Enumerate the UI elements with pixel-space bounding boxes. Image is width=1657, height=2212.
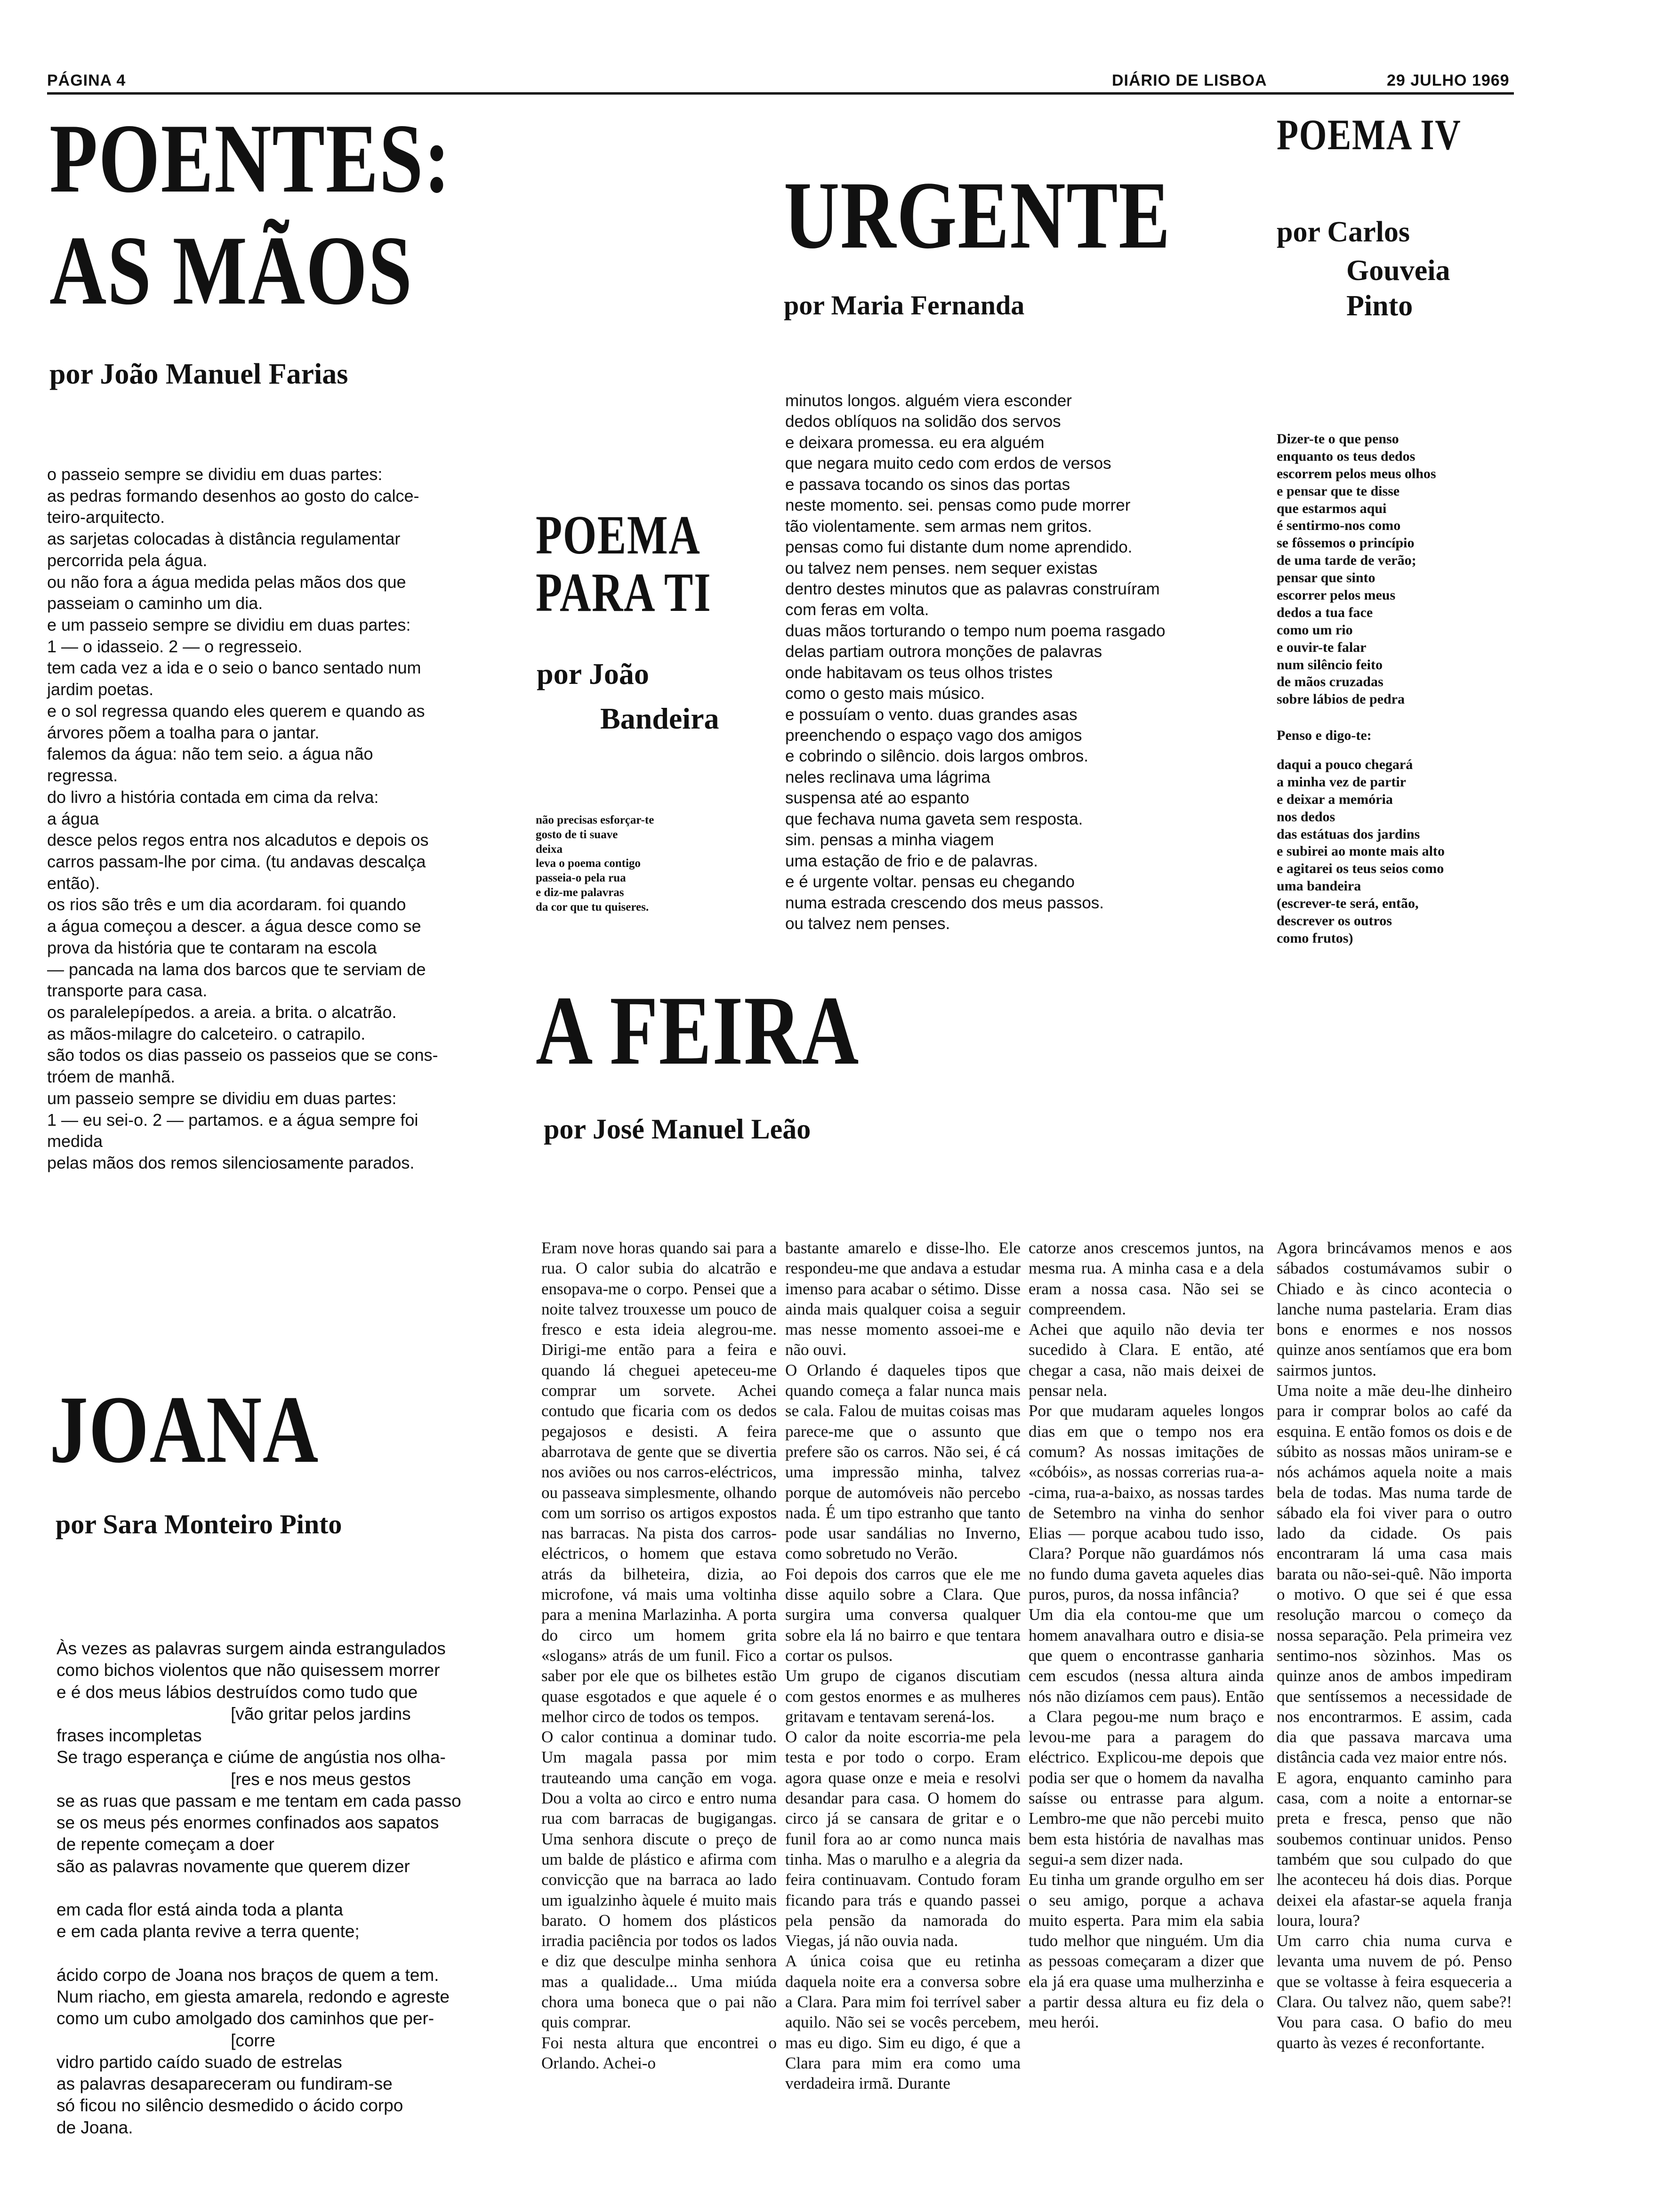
poema-para-ti-byline-line2: Bandeira (600, 702, 719, 735)
page-number: PÁGINA 4 (47, 72, 126, 89)
poentes-byline: por João Manuel Farias (49, 358, 348, 390)
poema-iv-title: POEMA IV (1277, 111, 1462, 159)
poema-iv-body-2: Penso e digo-te: (1277, 728, 1372, 743)
a-feira-column-4: Agora brincávamos menos e aos sábados costumávamos subir o Chiado e às cinco acontecia o lanche numa pastelaria. Eram dias bons e enormes e nos nossos quinze anos sentíamos que era bom sairmos juntos. Uma noite a mãe deu-lhe dinheiro para ir comprar bolos ao café da esquina. E então fomos os dois e de súbito as nossas mãos uniram-se e nós achámos aquela noite a mais bela de todas. Mas numa tarde de sábado ela foi viver para o outro lado da cidade. Os pais encontraram lá uma casa mais barata ou não-sei-quê. Não importa o motivo. O que sei é que essa resolução marcou o começo da nossa separação. Pela primeira vez sentimo-nos sòzinhos. Mas os quinze anos de ambos impediram que sentíssemos a necessidade de nos encontrarmos. E assim, cada dia que passava marcava uma distância cada vez maior entre nós. E agora, enquanto caminho para casa, com a noite a entornar-se preta e fresca, penso que não soubemos continuar unidos. Penso também que sou culpado do que lhe aconteceu há dois dias. Porque deixei ela afastar-se aquela franja loura, loura? Um carro chia numa curva e levanta uma nuvem de pó. Penso que se voltasse à feira esqueceria a Clara. Ou talvez não, quem sabe?! Vou para casa. O bafio do meu quarto às vezes é reconfortante. (1277, 1239, 1512, 2052)
a-feira-column-3: catorze anos crescemos juntos, na mesma rua. A minha casa e a dela eram a nossa casa. Não sei se compreendem. Achei que aquilo não devia ter sucedido à Clara. E então, até chegar a casa, não mais deixei de pensar nela. Por que mudaram aqueles longos dias em que o tempo nos era comum? As nossas imitações de «cóbóis», as nossas correrias rua-a--cima, rua-a-baixo, as nossas tardes de Setembro na vinha do senhor Elias — porque acabou tudo isso, Clara? Porque não guardámos nós no fundo duma gaveta aqueles dias puros, puros, da nossa infância? Um dia ela contou-me que um homem anavalhara outro e disia-se que quem o encontrasse ganharia cem escudos (nessa altura ainda nós não dizíamos cem paus). Então a Clara pegou-me num braço e levou-me para a paragem do eléctrico. Explicou-me depois que podia ser que o homem da navalha saísse ou entrasse para algum. Lembro-me que não percebi muito bem esta história de navalhas mas segui-a sem dizer nada. Eu tinha um grande orgulho em ser o seu amigo, porque a achava muito esperta. Para mim ela sabia tudo melhor que ninguém. Um dia as pessoas começaram a dizer que ela já era quase uma mulherzinha e a partir dessa altura eu fiz dela o meu herói. (1029, 1239, 1264, 2032)
urgente-body: minutos longos. alguém viera esconder dedos oblíquos na solidão dos servos e deixara promessa. eu era alguém que negara muito cedo com erdos de versos e passava tocando os sinos das portas neste momento. sei. pensas como pude morrer tão violentamente. sem armas nem gritos. pensas como fui distante dum nome aprendido. ou talvez nem penses. nem sequer existas dentro destes minutos que as palavras construíram com feras em volta. duas mãos torturando o tempo num poema rasgado delas partiam outrora monções de palavras onde habitavam os teus olhos tristes como o gesto mais músico. e possuíam o vento. duas grandes asas preenchendo o espaço vago dos amigos e cobrindo o silêncio. dois largos ombros. neles reclinava uma lágrima suspensa até ao espanto que fechava numa gaveta sem resposta. sim. pensas a minha viagem uma estação de frio e de palavras. e é urgente voltar. pensas eu chegando numa estrada crescendo dos meus passos. ou talvez nem penses. (785, 392, 1166, 933)
a-feira-column-1: Eram nove horas quando sai para a rua. O calor subia do alcatrão e ensopava-me o corpo. Pensei que a noite talvez trouxesse um pouco de fresco e esta ideia alegrou-me. Dirigi-me então para a feira e quando lá cheguei apeteceu-me comprar um sorvete. Achei contudo que ficaria com os dedos pegajosos e desisti. A feira abarrotava de gente que se divertia nos aviões ou nos carros-eléctricos, ou passeava simplesmente, olhando com um sorriso os artigos expostos nas barracas. Na pista dos carros-eléctricos, o homem que estava atrás da bilheteira, dizia, ao microfone, vá mais uma voltinha para a menina Marlazinha. A porta do circo um homem grita «slogans» atrás de um funil. Fico a saber por ele que os bilhetes estão quase esgotados e que aquele é o melhor circo de todos os tempos. O calor continua a dominar tudo. Um magala passa por mim trauteando uma canção em voga. Dou a volta ao circo e entro numa rua com barracas de bugigangas. Uma senhora discute o preço de um balde de plástico e afirma com convicção que na barraca ao lado um igualzinho àquele é muito mais barato. O homem dos plásticos irradia paciência por todos os lados e diz que desculpe minha senhora mas a qualidade... Uma miúda chora uma boneca que o pai não quis comprar. Foi nesta altura que encontrei o Orlando. Achei-o (541, 1239, 777, 2072)
poema-para-ti-body: não precisas esforçar-te gosto de ti suave deixa leva o poema contigo passeia-o pela rua e diz-me palavras da cor que tu quiseres. (536, 814, 654, 914)
poema-iv-byline-line3: Pinto (1346, 290, 1413, 322)
poema-iv-byline-line2: Gouveia (1346, 255, 1450, 287)
a-feira-byline: por José Manuel Leão (544, 1114, 811, 1145)
poema-iv-body-3: daqui a pouco chegará a minha vez de partir e deixar a memória nos dedos das estátuas dos jardins e subirei ao monte mais alto e agitarei os teus seios como uma bandeira (escrever-te será, então, descrever os outros como frutos) (1277, 757, 1445, 946)
poentes-title-line2: AS MÃOS (49, 216, 413, 325)
header-rule (47, 92, 1514, 95)
urgente-byline: por Maria Fernanda (784, 290, 1025, 321)
poema-iv-body-1: Dizer-te o que penso enquanto os teus dedos escorrem pelos meus olhos e pensar que te disse que estarmos aqui é sentirmo-nos como se fôssemos o princípio de uma tarde de verão; pensar que sinto escorrer pelos meus dedos a tua face como um rio e ouvir-te falar num silêncio feito de mãos cruzadas sobre lábios de pedra (1277, 431, 1436, 707)
joana-byline: por Sara Monteiro Pinto (56, 1509, 342, 1539)
issue-date: 29 JULHO 1969 (1387, 72, 1510, 89)
joana-body: Às vezes as palavras surgem ainda estrangulados como bichos violentos que não quisessem morrer e é dos meus lábios destruídos como tudo que [vão gritar pelos jardins frases incompletas Se trago esperança e ciúme de angústia nos olha- [res e nos meus gestos se as ruas que passam e me tentam em cada passo se os meus pés enormes confinados aos sapatos de repente começam a doer são as palavras novamente que querem dizer em cada flor está ainda toda a planta e em cada planta revive a terra quente; ácido corpo de Joana nos braços de quem a tem. Num riacho, em giesta amarela, redondo e agreste como um cubo amolgado dos caminhos que per- [corre vidro partido caído suado de estrelas as palavras desapareceram ou fundiram-se só ficou no silêncio desmedido o ácido corpo de Joana. (56, 1639, 461, 2137)
joana-title: JOANA (49, 1376, 319, 1483)
a-feira-title: A FEIRA (536, 976, 860, 1085)
poema-para-ti-title-line2: PARA TI (536, 561, 712, 623)
poema-para-ti-byline-line1: por João (537, 657, 649, 690)
urgente-title: URGENTE (784, 162, 1171, 269)
poema-iv-byline-line1: por Carlos (1277, 216, 1410, 248)
poentes-body: o passeio sempre se dividiu em duas partes: as pedras formando desenhos ao gosto do calce- teiro-arquitecto. as sarjetas colocadas à distância regulamentar percorrida pela água. ou não fora a água medida pelas mãos dos que passeiam o caminho um dia. e um passeio sempre se dividiu em duas partes: 1 — o idasseio. 2 — o regresseio. tem cada vez a ida e o seio o banco sentado num jardim poetas. e o sol regressa quando eles querem e quando as árvores põem a toalha para o jantar. falemos da água: não tem seio. a água não regressa. do livro a história contada em cima da relva: a água desce pelos regos entra nos alcadutos e depois os carros passam-lhe por cima. (tu andavas descalça então). os rios são três e um dia acordaram. foi quando a água começou a descer. a água desce como se prova da história que te contaram na escola — pancada na lama dos barcos que te serviam de transporte para casa. os paralelepípedos. a areia. a brita. o alcatrão. as mãos-milagre do calceteiro. o catrapilo. são todos os dias passeio os passeios que se cons- tróem de manhã. um passeio sempre se dividiu em duas partes: 1 — eu sei-o. 2 — partamos. e a água sempre foi medida pelas mãos dos remos silenciosamente parados. (47, 465, 438, 1172)
poentes-title-line1: POENTES: (49, 104, 451, 213)
a-feira-column-2: bastante amarelo e disse-lho. Ele respondeu-me que andava a estudar imenso para acabar o sétimo. Disse ainda mais qualquer coisa a seguir mas nesse momento assoei-me e não ouvi. O Orlando é daqueles tipos que quando começa a falar nunca mais se cala. Falou de muitas coisas mas parece-me que o assunto que prefere são os carros. Não sei, é cá uma impressão minha, talvez porque de automóveis não percebo nada. É um tipo estranho que tanto pode usar sandálias no Inverno, como sobretudo no Verão. Foi depois dos carros que ele me disse aquilo sobre a Clara. Que surgira uma conversa qualquer sobre ela lá no bairro e que tentara cortar os pulsos. Um grupo de ciganos discutiam com gestos enormes e as mulheres gritavam e tentavam serená-los. O calor da noite escorria-me pela testa e por todo o corpo. Eram agora quase onze e meia e resolvi desandar para casa. O homem do circo já se cansara de gritar e o funil fora ao ar como nunca mais tinha. Mas o marulho e a alegria da feira continuavam. Contudo foram ficando para trás e quando passei pela pensão da namorada do Viegas, já não ouvia nada. A única coisa que eu retinha daquela noite era a conversa sobre a Clara. Para mim foi terrível saber aquilo. Não sei se vocês percebem, mas eu digo. Sim eu digo, é que a Clara para mim era como uma verdadeira irmã. Durante (785, 1239, 1021, 2093)
poema-para-ti-title-line1: POEMA (536, 504, 701, 566)
newspaper-name: DIÁRIO DE LISBOA (1112, 72, 1267, 89)
